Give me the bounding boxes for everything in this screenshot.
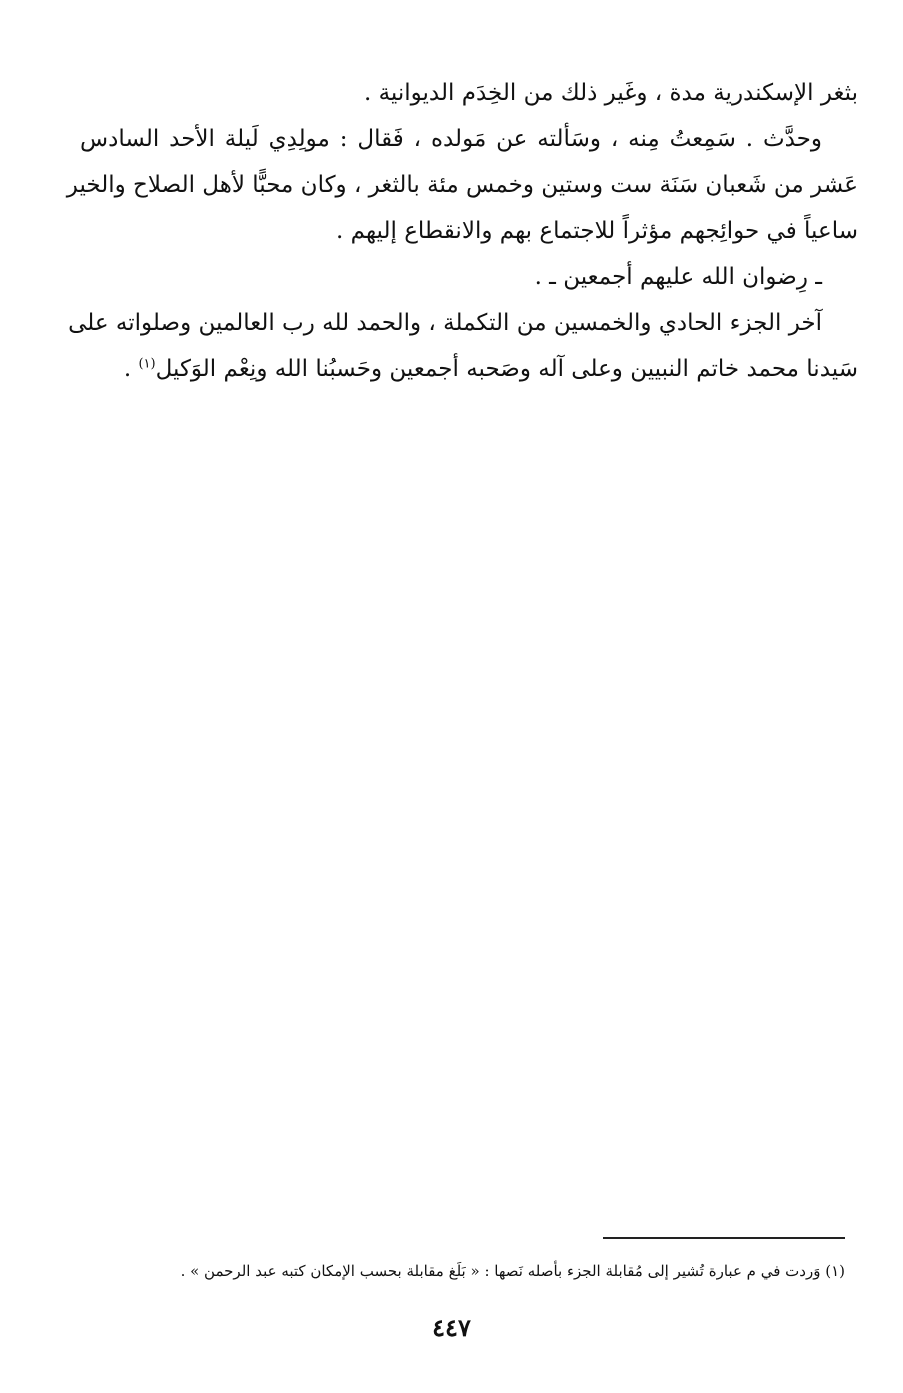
text-line-7-end: . (123, 356, 139, 382)
text-line-5: ـ رِضوان الله عليهم أجمعين ـ . (534, 264, 822, 290)
text-line-4: ساعياً في حوائِجهم مؤثراً للاجتماع بهم والانقطاع إليهم . (336, 218, 858, 244)
text-line-3: عَشر من شَعبان سَنَة ست وستين وخمس مئة بالثغر ، وكان محبًّا لأهل الصلاح والخير (66, 172, 858, 198)
text-line-7 (80, 346, 858, 392)
text-line-2: وحدَّث . سَمِعتُ مِنه ، وسَألته عن مَولده ، فَقال : مولِدِي لَيلة الأحد السادس (80, 126, 822, 152)
page-number: ٤٤٧ (432, 1313, 471, 1342)
text-line-7-body: سَيدنا محمد خاتم النبيين وعلى آله وصَحبه أجمعين وحَسبُنا الله ونِعْم الوَكيل (155, 356, 858, 382)
text-line-6: آخر الجزء الحادي والخمسين من التكملة ، والحمد لله رب العالمين وصلواته على (68, 310, 822, 336)
main-text (66, 70, 858, 392)
footnote: (١) وَردت في م عبارة تُشير إلى مُقابلة الجزء بأصله نَصها : « بَلَغ مقابلة بحسب الإمكان كتبه عبد الرحمن » . (180, 1262, 845, 1280)
footnote-divider (603, 1237, 845, 1239)
footnote-reference: (١) (138, 356, 156, 372)
text-line-1: بثغر الإسكندرية مدة ، وغَير ذلك من الخِدَم الديوانية . (363, 80, 858, 106)
